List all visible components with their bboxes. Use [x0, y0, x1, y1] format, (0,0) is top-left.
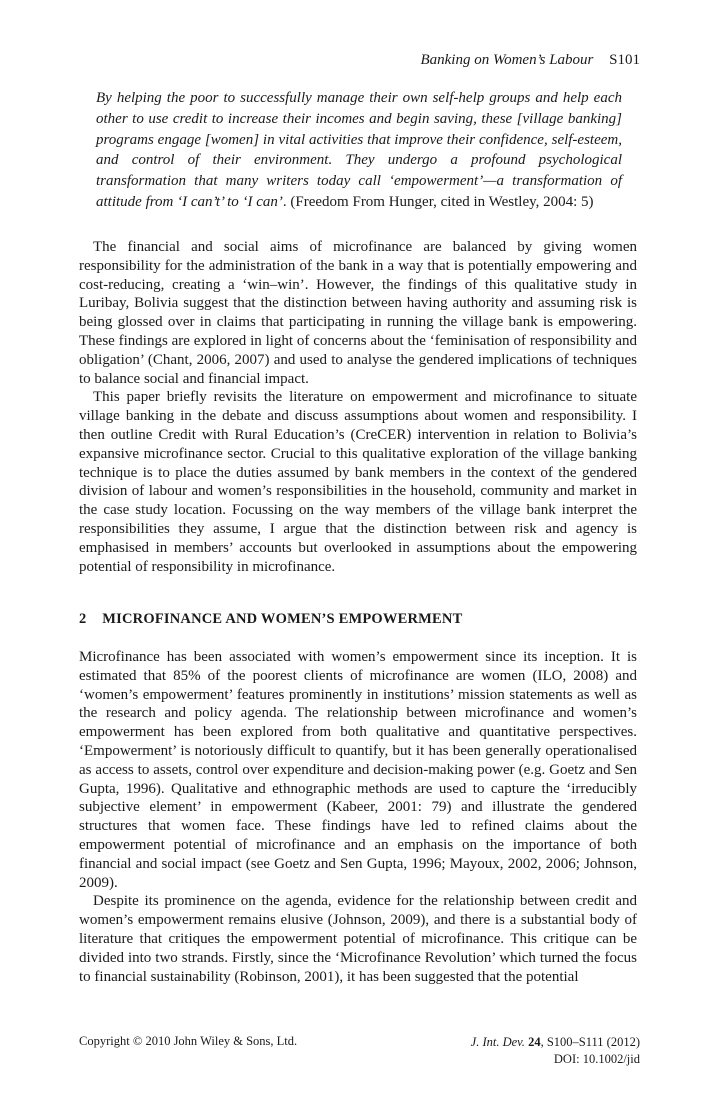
volume-number: 24	[528, 1035, 541, 1049]
copyright-notice: Copyright © 2010 John Wiley & Sons, Ltd.	[79, 1034, 298, 1048]
section-title: MICROFINANCE AND WOMEN’S EMPOWERMENT	[102, 611, 463, 627]
section-heading	[79, 611, 462, 628]
block-quote	[96, 88, 622, 213]
journal-abbrev: J. Int. Dev.	[470, 1035, 525, 1049]
section-body	[79, 648, 637, 986]
quote-text: By helping the poor to successfully manage their own self-help groups and help each other to use credit to increase their incomes and begin saving, these [village banking] programs engage [women] in vital activities that improve their confidence, self-esteem, and control of their environment. They undergo a profound psychological transformation that many writers today call ‘empowerment’—a transformation of attitude from ‘I can’t’ to ‘I can’	[96, 90, 622, 210]
page-number: S101	[609, 52, 640, 68]
citation-footer	[471, 1034, 640, 1068]
paragraph: Microfinance has been associated with women’s empowerment since its inception. It is estimated that 85% of the poorest clients of microfinance are women (ILO, 2008) and ‘women’s empowerment’ features prominently in institutions’ mission statements as well as the research and policy agenda. The relationship between microfinance and women’s empowerment has been explored from both qualitative and quantitative perspectives. ‘Empowerment’ is notoriously difficult to quantify, but it has been generally operationalised as access to assets, control over expenditure and decision-making power (e.g. Goetz and Sen Gupta, 1996). Qualitative and ethnographic methods are used to capture the ‘irreducibly subjective element’ in empowerment (Kabeer, 2001: 79) and illustrate the gendered structures that women face. These findings have led to refined claims about the empowerment potential of microfinance and an emphasis on the importance of both financial and social impact (see Goetz and Sen Gupta, 1996; Mayoux, 2002, 2006; Johnson, 2009).	[79, 649, 637, 891]
pages-year: , S100–S111 (2012)	[540, 1035, 640, 1049]
paragraph: Despite its prominence on the agenda, evidence for the relationship between credit and women’s empowerment remains elusive (Johnson, 2009), and there is a substantial body of literature that critiques the empowerment potential of microfinance. This critique can be divided into two strands. Firstly, since the ‘Microfinance Revolution’ which turned the focus to financial sustainability (Robinson, 2001), it has been suggested that the potential	[79, 893, 637, 985]
running-header	[420, 52, 640, 69]
introduction-body	[79, 238, 637, 576]
quote-citation: . (Freedom From Hunger, cited in Westley, 2004: 5)	[282, 193, 594, 210]
doi: DOI: 10.1002/jid	[553, 1052, 640, 1066]
section-number: 2	[79, 611, 87, 627]
paragraph: The financial and social aims of microfinance are balanced by giving women responsibility for the administration of the bank in a way that is potentially empowering and cost-reducing, creating a ‘win–win’. However, the findings of this qualitative study in Luribay, Bolivia suggest that the distinction between having authority and assuming risk is being glossed over in claims that participating in running the village bank is empowering. These findings are explored in light of concerns about the ‘feminisation of responsibility and obligation’ (Chant, 2006, 2007) and used to analyse the gendered implications of techniques to balance social and financial impact.	[79, 239, 637, 387]
running-title: Banking on Women’s Labour	[420, 52, 594, 68]
paragraph: This paper briefly revisits the literature on empowerment and microfinance to situate village banking in the debate and discuss assumptions about women and responsibility. I then outline Credit with Rural Education’s (CreCER) intervention in relation to Bolivia’s expansive microfinance sector. Crucial to this qualitative exploration of the village banking technique is to place the duties assumed by bank members in the context of the gendered division of labour and women’s responsibilities in the household, community and market in the case study location. Focussing on the way members of the village bank interpret the responsibilities they assume, I argue that the distinction between risk and agency is emphasised in members’ accounts but overlooked in assumptions about the empowering potential of responsibility in microfinance.	[79, 389, 637, 575]
